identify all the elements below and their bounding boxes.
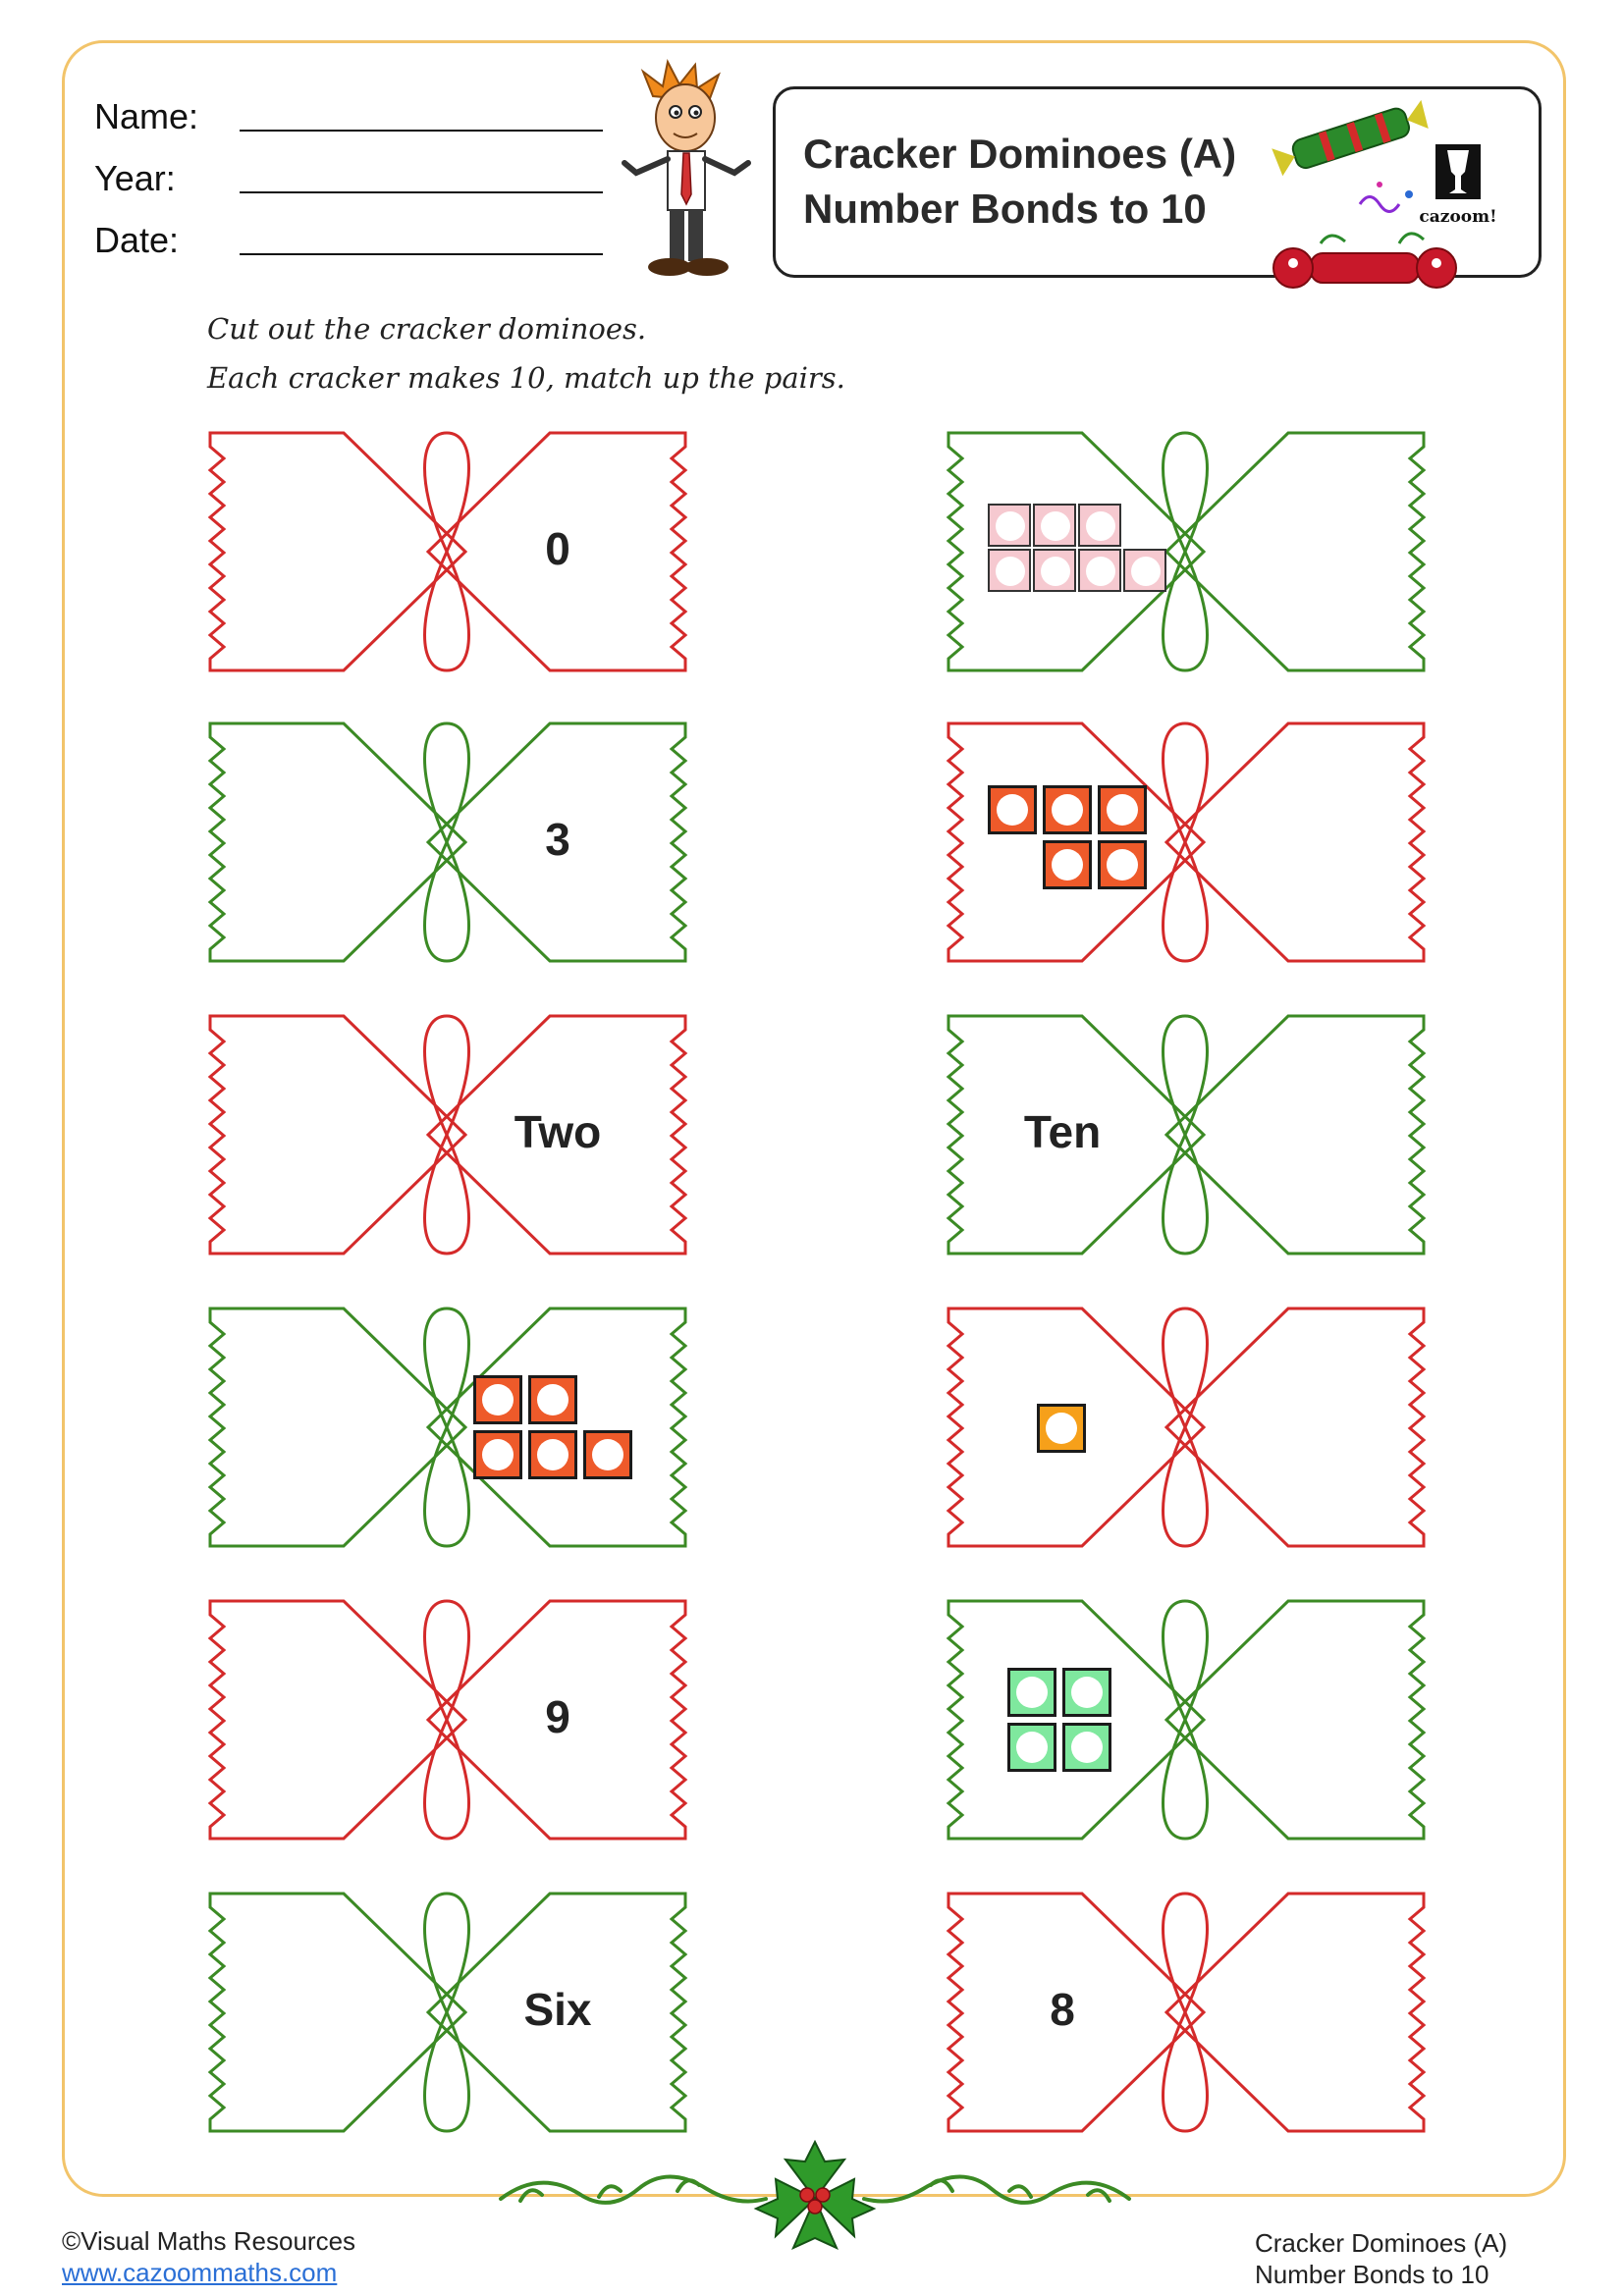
decorative-crackers-illustration — [1252, 96, 1488, 317]
instruction-2: Each cracker makes 10, match up the pairs. — [207, 361, 845, 395]
cracker-label: Two — [514, 1106, 602, 1157]
cracker-domino[interactable] — [206, 1305, 689, 1550]
year-line[interactable] — [240, 191, 603, 193]
cracker-domino[interactable] — [945, 1597, 1428, 1842]
website-link[interactable]: www.cazoommaths.com — [62, 2258, 338, 2287]
footer-subtitle: Number Bonds to 10 — [1255, 2260, 1489, 2289]
cracker-domino[interactable] — [945, 720, 1428, 965]
cracker-domino[interactable] — [206, 1890, 689, 2135]
cracker-label: Ten — [1023, 1106, 1102, 1157]
date-label: Date: — [94, 220, 180, 260]
cracker-label: 3 — [545, 814, 570, 865]
date-line[interactable] — [240, 253, 603, 255]
cracker-domino[interactable] — [206, 1597, 689, 1842]
cracker-domino[interactable] — [206, 429, 689, 674]
year-label: Year: — [94, 158, 176, 198]
cracker-domino[interactable] — [945, 429, 1428, 674]
green-cracker-outline — [945, 1597, 1428, 1842]
cazoom-logo: cazoom! — [1404, 138, 1512, 233]
worksheet-subtitle: Number Bonds to 10 — [803, 186, 1207, 232]
cracker-domino[interactable] — [945, 1890, 1428, 2135]
cracker-label: 0 — [545, 523, 570, 574]
green-cracker-outline — [206, 1305, 689, 1550]
cracker-label: 8 — [1050, 1984, 1075, 2035]
cracker-label: 9 — [545, 1691, 570, 1742]
red-cracker-outline — [945, 720, 1428, 965]
instruction-1: Cut out the cracker dominoes. — [207, 312, 647, 346]
holly-decoration — [481, 2140, 1149, 2258]
worksheet-title: Cracker Dominoes (A) — [803, 131, 1237, 177]
cracker-domino[interactable] — [945, 1012, 1428, 1257]
footer-title: Cracker Dominoes (A) — [1255, 2228, 1508, 2258]
cracker-domino[interactable] — [945, 1305, 1428, 1550]
cracker-domino[interactable] — [206, 1012, 689, 1257]
copyright-text: ©Visual Maths Resources — [62, 2226, 356, 2256]
name-line[interactable] — [240, 130, 603, 132]
name-label: Name: — [94, 96, 199, 136]
red-cracker-outline — [945, 1305, 1428, 1550]
cracker-domino[interactable] — [206, 720, 689, 965]
teacher-character-illustration — [609, 57, 766, 293]
cracker-label: Six — [523, 1984, 592, 2035]
